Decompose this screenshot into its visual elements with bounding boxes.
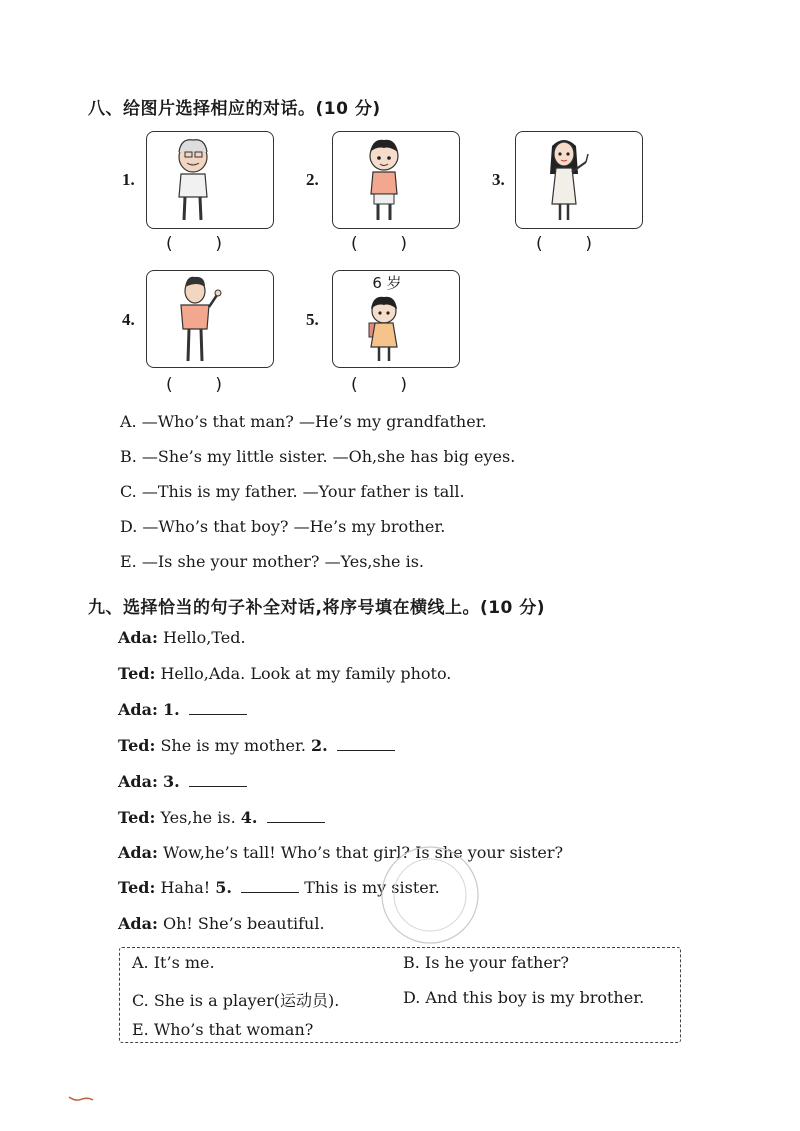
picture-2-number: 2. (306, 170, 319, 189)
speaker: Ted: (118, 808, 156, 827)
picture-1-answer-blank[interactable] (166, 234, 222, 254)
age-caption: 6 岁 (372, 274, 402, 292)
blank-number: 4. (240, 808, 258, 827)
dialogue-line-4 (118, 736, 395, 755)
answer-blank-5[interactable] (241, 878, 299, 893)
dialogue-text: Yes,he is. (160, 808, 236, 827)
choice-d: D. And this boy is my brother. (403, 988, 645, 1007)
dialogue-line-9 (118, 914, 325, 933)
choice-c: C. She is a player(运动员). (132, 991, 340, 1010)
option-b: B. —She’s my little sister. —Oh,she has big eyes. (120, 447, 516, 466)
woman-illustration (516, 132, 642, 228)
speaker: Ada: (118, 914, 158, 933)
paren-close: ) (400, 375, 407, 395)
blank-number: 5. (215, 878, 232, 897)
dialogue-text: She is my mother. (160, 736, 306, 755)
paren-close: ) (585, 234, 592, 254)
answer-blank-2[interactable] (337, 736, 395, 751)
picture-4-answer-blank[interactable] (166, 375, 222, 395)
speaker: Ted: (118, 664, 156, 683)
picture-2-answer-blank[interactable] (351, 234, 407, 254)
dialogue-text-after: This is my sister. (304, 878, 440, 897)
dialogue-line-5 (118, 772, 247, 791)
dialogue-line-3 (118, 700, 247, 719)
picture-1-number: 1. (122, 170, 135, 189)
option-a: A. —Who’s that man? —He’s my grandfather. (120, 412, 487, 431)
dialogue-line-1 (118, 628, 246, 647)
section-8-title: 八、给图片选择相应的对话。(10 分) (88, 99, 381, 119)
blank-number: 3. (162, 772, 180, 791)
answer-blank-3[interactable] (189, 772, 247, 787)
paren-open: ( (166, 234, 173, 254)
dialogue-text: Hello,Ada. Look at my family photo. (160, 664, 452, 683)
option-d: D. —Who’s that boy? —He’s my brother. (120, 517, 446, 536)
page-mark-icon (68, 1094, 94, 1104)
dialogue-line-7 (118, 843, 563, 862)
choice-e: E. Who’s that woman? (132, 1020, 314, 1039)
choices-box (119, 947, 681, 1043)
answer-blank-4[interactable] (267, 808, 325, 823)
picture-5-answer-blank[interactable] (351, 375, 407, 395)
dialogue-text: Hello,Ted. (162, 628, 246, 647)
answer-blank-1[interactable] (189, 700, 247, 715)
speaker: Ada: (118, 628, 158, 647)
speaker: Ada: (118, 843, 158, 862)
speaker: Ted: (118, 878, 156, 897)
picture-4-man (146, 270, 274, 368)
boy-illustration (333, 132, 459, 228)
choice-b: B. Is he your father? (403, 953, 570, 972)
speaker: Ada: (118, 772, 158, 791)
picture-1-grandfather (146, 131, 274, 229)
picture-3-answer-blank[interactable] (536, 234, 592, 254)
picture-3-number: 3. (492, 170, 505, 189)
picture-4-number: 4. (122, 310, 135, 329)
picture-2-boy (332, 131, 460, 229)
paren-open: ( (351, 234, 358, 254)
blank-number: 2. (311, 736, 328, 755)
blank-number: 1. (162, 700, 180, 719)
option-e: E. —Is she your mother? —Yes,she is. (120, 552, 424, 571)
paren-close: ) (215, 375, 222, 395)
paren-open: ( (351, 375, 358, 395)
dialogue-text: Wow,he’s tall! Who’s that girl? Is she your sister? (162, 843, 564, 862)
picture-3-woman (515, 131, 643, 229)
paren-open: ( (166, 375, 173, 395)
picture-5-little-girl (332, 270, 460, 368)
option-c: C. —This is my father. —Your father is tall. (120, 482, 465, 501)
speaker: Ted: (118, 736, 156, 755)
dialogue-line-2 (118, 664, 451, 683)
dialogue-text: Oh! She’s beautiful. (162, 914, 325, 933)
section-9-title: 九、选择恰当的句子补全对话,将序号填在横线上。(10 分) (88, 598, 546, 618)
speaker: Ada: (118, 700, 158, 719)
choice-a: A. It’s me. (132, 953, 215, 972)
little-girl-illustration (333, 271, 459, 367)
paren-close: ) (215, 234, 222, 254)
dialogue-text: Haha! (160, 878, 211, 897)
grandfather-illustration (147, 132, 273, 228)
paren-open: ( (536, 234, 543, 254)
watermark-stamp (360, 840, 490, 950)
dialogue-line-6 (118, 808, 325, 827)
man-illustration (147, 271, 273, 367)
paren-close: ) (400, 234, 407, 254)
picture-5-number: 5. (306, 310, 319, 329)
